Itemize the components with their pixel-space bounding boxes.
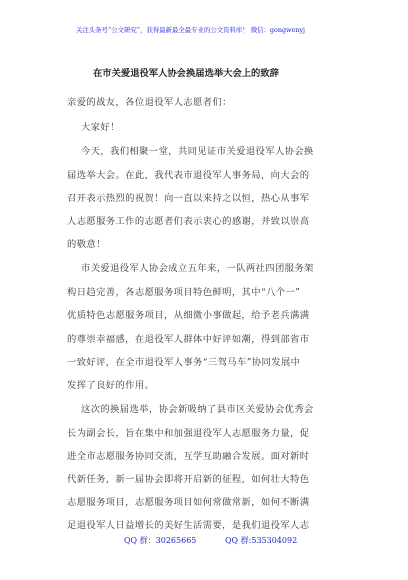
promo-banner: 关注头条号“公文研究”，获得最新最全最专业的公文资料库！ 微信：gongwenyj: [76, 26, 305, 34]
paragraph-line: 足退役军人日益增长的美好生活需要，是我们退役军人志: [67, 520, 310, 531]
greeting: 大家好！: [81, 122, 120, 133]
paragraph-line: 这次的换届选举，协会新吸纳了县市区关爱协会优秀会: [81, 404, 314, 415]
paragraph-line: 召开表示热烈的祝贺！向一直以来持之以恒，热心从事军: [67, 193, 310, 204]
paragraph-line: 长为副会长，旨在集中和加强退役军人志愿服务力量，促: [67, 428, 310, 439]
paragraph-line: 进全市志愿服务协同交流，互学互助融合发展。面对新时: [67, 451, 310, 462]
paragraph-line: 代新任务，新一届协会即将开启新的征程，如何壮大特色: [67, 474, 310, 485]
paragraph-line: 优质特色志愿服务项目，从细微小事做起，给予老兵满满: [67, 310, 310, 321]
paragraph-line: 的敬意！: [67, 239, 106, 250]
paragraph-line: 构日趋完善，各志愿服务项目特色鲜明，其中“八个一”: [67, 287, 301, 298]
qq-group-2: QQ 群:535304092: [225, 536, 298, 545]
paragraph-line: 届选举大会。在此，我代表市退役军人事务局，向大会的: [67, 170, 310, 181]
paragraph-line: 市关爱退役军人协会成立五年来，一队两社四团服务架: [81, 263, 314, 274]
paragraph-line: 的尊崇幸福感，在退役军人群体中好评如潮，得到部省市: [67, 334, 310, 345]
paragraph-line: 人志愿服务工作的志愿者们表示衷心的感谢，并致以崇高: [67, 216, 310, 227]
document-title: 在市关爱退役军人协会换届选举大会上的致辞: [93, 68, 279, 79]
paragraph-line: 今天，我们相聚一堂，共同见证市关爱退役军人协会换: [81, 146, 314, 157]
paragraph-line: 一致好评，在全市退役军人事务“三驾马车”协同发展中: [67, 357, 301, 368]
qq-group-1: QQ 群：30265665: [124, 536, 197, 545]
salutation: 亲爱的战友，各位退役军人志愿者们：: [67, 97, 232, 108]
paragraph-line: 志愿服务项目，志愿服务项目如何常做常新，如何不断满: [67, 497, 310, 508]
paragraph-line: 发挥了良好的作用。: [67, 380, 155, 391]
